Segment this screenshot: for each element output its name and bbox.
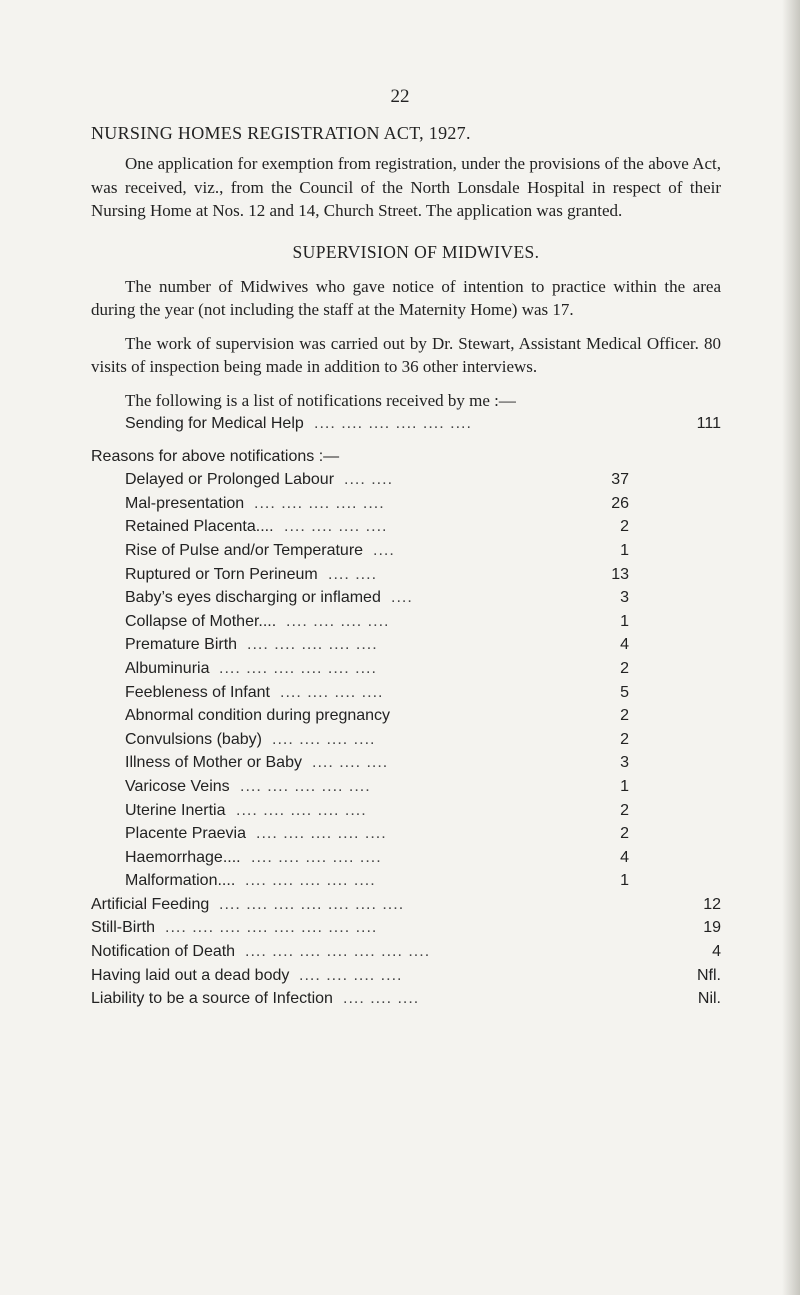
reasons-value: 3 (620, 589, 629, 607)
reasons-dots: .... .... .... .... .... (251, 848, 382, 866)
reasons-value: 4 (620, 636, 629, 654)
others-dots: .... .... .... (343, 990, 420, 1008)
others-value: 12 (703, 895, 721, 913)
midwives-heading: SUPERVISION OF MIDWIVES. (292, 241, 540, 262)
others-value: 4 (712, 943, 721, 961)
reasons-value: 3 (620, 754, 629, 772)
reasons-dots: .... .... .... .... .... (245, 872, 376, 890)
reasons-value: 2 (620, 707, 629, 725)
others-dots: .... .... .... .... (299, 966, 403, 984)
reasons-dots: .... .... .... .... .... (256, 825, 387, 843)
reasons-dots: .... .... .... (312, 754, 389, 772)
others-label: Artificial Feeding (91, 895, 210, 913)
sending-row (91, 412, 721, 436)
others-row (91, 940, 721, 964)
reasons-list (91, 468, 721, 893)
reasons-row (91, 869, 721, 893)
reasons-dots: .... (373, 541, 395, 559)
reasons-label: Abnormal condition during pregnancy (125, 707, 391, 725)
reasons-label: Albuminuria (125, 659, 210, 677)
reasons-value: 5 (620, 683, 629, 701)
reasons-value: 1 (620, 541, 629, 559)
reasons-row (91, 586, 721, 610)
reasons-row (91, 775, 721, 799)
others-dots: .... .... .... .... .... .... .... (219, 895, 405, 913)
reasons-dots: .... .... .... .... .... (254, 494, 385, 512)
reasons-row (91, 657, 721, 681)
nursing-homes-heading: NURSING HOMES REGISTRATION ACT, 1927. (91, 123, 471, 143)
others-value: 19 (703, 919, 721, 937)
reasons-row (91, 468, 721, 492)
reasons-label: Premature Birth (125, 636, 238, 654)
others-dots: .... .... .... .... .... .... .... .... (165, 919, 378, 937)
reasons-label: Mal-presentation (125, 494, 245, 512)
reasons-dots: .... .... .... .... .... (240, 777, 371, 795)
reasons-value: 13 (611, 565, 629, 583)
reasons-label: Uterine Inertia (125, 801, 226, 819)
reasons-label: Collapse of Mother.... (125, 612, 277, 630)
reasons-row (91, 799, 721, 823)
nursing-homes-paragraph: One application for exemption from registration, under the provisions of the above Act, was received, viz., from the Council of the North Lonsdale Hospital in respect of their Nursing Home at Nos. 12 and 14, Church Street. The application was granted. (91, 154, 721, 220)
reasons-row (91, 539, 721, 563)
reasons-dots: .... .... (344, 471, 394, 489)
page-edge-shadow (782, 0, 800, 1295)
reasons-value: 4 (620, 848, 629, 866)
reasons-label: Convulsions (baby) (125, 730, 262, 748)
reasons-label: Haemorrhage.... (125, 848, 241, 866)
reasons-value: 2 (620, 801, 629, 819)
sending-value: 111 (696, 415, 721, 432)
reasons-value: 1 (620, 872, 629, 890)
reasons-row (91, 633, 721, 657)
reasons-dots: .... .... .... .... (286, 612, 390, 630)
midwives-paragraph-1: The number of Midwives who gave notice of intention to practice within the area during the year (not including the staff at the Maternity Home) was 17. (91, 276, 721, 319)
reasons-value: 2 (620, 730, 629, 748)
reasons-label: Illness of Mother or Baby (125, 754, 302, 772)
page-number: 22 (390, 86, 410, 107)
others-value: Nil. (697, 990, 721, 1008)
reasons-label: Malformation.... (125, 872, 236, 890)
reasons-dots: .... .... .... .... (280, 683, 384, 701)
reasons-row (91, 492, 721, 516)
reasons-row (91, 846, 721, 870)
others-row (91, 964, 721, 988)
others-label: Notification of Death (91, 943, 236, 961)
reasons-value: 1 (620, 612, 629, 630)
reasons-label: Feebleness of Infant (125, 683, 270, 701)
reasons-row (91, 728, 721, 752)
others-list (91, 893, 721, 1011)
reasons-row (91, 515, 721, 539)
others-row (91, 987, 721, 1011)
midwives-paragraph-2: The work of supervision was carried out by Dr. Stewart, Assistant Medical Officer. 80 visits of inspection being made in addition to 36 other interviews. (91, 333, 721, 376)
reasons-dots: .... .... .... .... .... (247, 636, 378, 654)
reasons-row (91, 610, 721, 634)
others-row (91, 916, 721, 940)
reasons-value: 2 (620, 825, 629, 843)
sending-label: Sending for Medical Help (125, 415, 304, 432)
reasons-dots: .... .... .... .... .... .... (219, 659, 377, 677)
reasons-heading: Reasons for above notifications :— (91, 447, 340, 465)
reasons-value: 1 (620, 777, 629, 795)
reasons-row (91, 563, 721, 587)
others-value: Nfl. (697, 966, 721, 984)
notifications-intro: The following is a list of notifications received by me :— (125, 390, 516, 410)
reasons-row (91, 822, 721, 846)
sending-dots: .... .... .... .... .... .... (314, 415, 472, 432)
reasons-dots: .... .... .... .... (284, 518, 388, 536)
reasons-dots: .... .... .... .... (272, 730, 376, 748)
others-row (91, 893, 721, 917)
reasons-value: 2 (620, 518, 629, 536)
reasons-row (91, 681, 721, 705)
others-label: Still-Birth (91, 919, 156, 937)
document-body (91, 120, 721, 1011)
reasons-heading-row (91, 445, 721, 469)
others-label: Liability to be a source of Infection (91, 990, 333, 1008)
reasons-label: Retained Placenta.... (125, 518, 274, 536)
reasons-label: Placente Praevia (125, 825, 246, 843)
reasons-value: 26 (611, 494, 629, 512)
reasons-label: Delayed or Prolonged Labour (125, 471, 335, 489)
others-label: Having laid out a dead body (91, 966, 290, 984)
reasons-dots: .... .... (328, 565, 378, 583)
others-dots: .... .... .... .... .... .... .... (245, 943, 431, 961)
reasons-row (91, 751, 721, 775)
reasons-label: Varicose Veins (125, 777, 230, 795)
reasons-value: 2 (620, 659, 629, 677)
reasons-label: Ruptured or Torn Perineum (125, 565, 318, 583)
reasons-value: 37 (611, 471, 629, 489)
reasons-dots: .... .... .... .... .... (236, 801, 367, 819)
reasons-dots: .... (391, 589, 413, 607)
reasons-row (91, 704, 721, 728)
reasons-label: Baby’s eyes discharging or inflamed (125, 589, 381, 607)
reasons-label: Rise of Pulse and/or Temperature (125, 541, 364, 559)
